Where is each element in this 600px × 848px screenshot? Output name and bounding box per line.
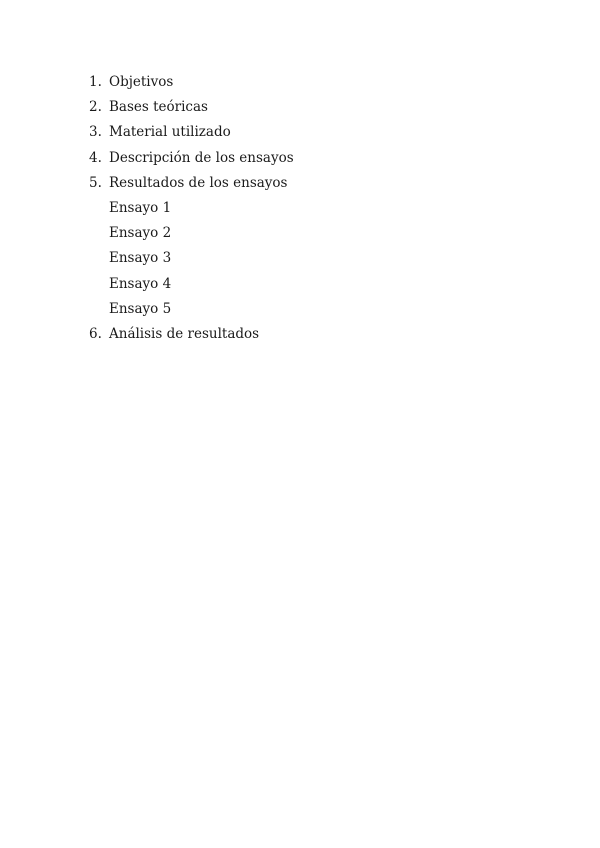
toc-item-label: Descripción de los ensayos [109, 149, 294, 166]
toc-subitem-ensayo-2 [0, 221, 600, 246]
toc-item-label: Material utilizado [109, 124, 231, 141]
table-of-contents [0, 70, 600, 347]
toc-item-material-utilizado [0, 120, 600, 145]
toc-item-label: Resultados de los ensayos [109, 174, 288, 191]
toc-subitem-ensayo-4 [0, 272, 600, 297]
toc-item-bases-teoricas [0, 95, 600, 120]
toc-item-number: 4. [89, 149, 102, 166]
toc-item-number: 1. [89, 74, 102, 90]
toc-subitem-label: Ensayo 4 [109, 275, 172, 292]
toc-subitem-label: Ensayo 5 [109, 300, 172, 317]
toc-subitem-label: Ensayo 1 [109, 199, 172, 216]
toc-item-objetivos [0, 70, 600, 95]
toc-subitem-ensayo-5 [0, 297, 600, 322]
toc-item-resultados-ensayos [0, 171, 600, 196]
toc-subitem-ensayo-3 [0, 246, 600, 271]
toc-item-label: Análisis de resultados [109, 325, 260, 342]
toc-item-number: 6. [89, 325, 102, 342]
toc-item-number: 2. [89, 99, 102, 116]
toc-item-descripcion-ensayos [0, 146, 600, 171]
toc-item-label: Bases teóricas [109, 99, 208, 116]
toc-item-analisis-resultados [0, 322, 600, 347]
toc-item-number: 5. [89, 174, 102, 191]
toc-subitem-label: Ensayo 3 [109, 250, 172, 267]
toc-subitem-ensayo-1 [0, 196, 600, 221]
toc-subitem-label: Ensayo 2 [109, 225, 172, 242]
toc-item-label: Objetivos [109, 74, 174, 90]
toc-item-number: 3. [89, 124, 102, 141]
